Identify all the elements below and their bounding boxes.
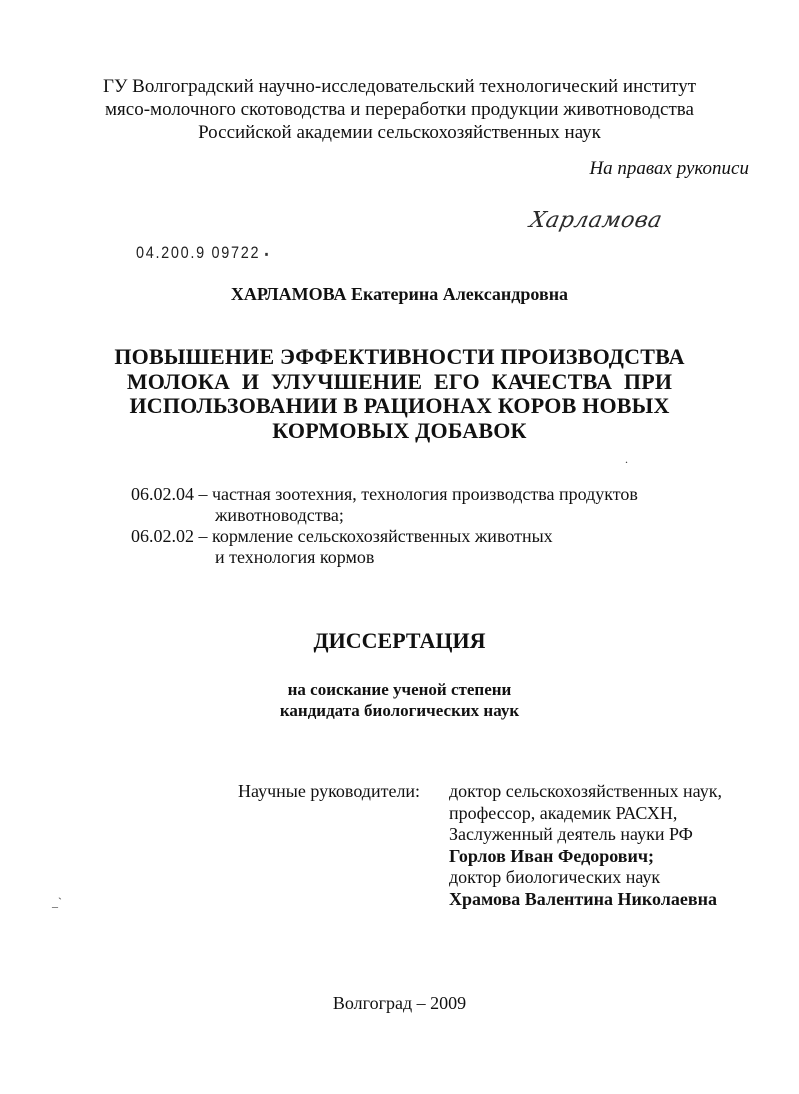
title-line-1: ПОВЫШЕНИЕ ЭФФЕКТИВНОСТИ ПРОИЗВОДСТВА bbox=[114, 344, 685, 369]
title-line-2: МОЛОКА И УЛУЧШЕНИЕ ЕГО КАЧЕСТВА ПРИ bbox=[126, 368, 673, 394]
supervisor-line-1: доктор сельскохозяйственных наук, bbox=[449, 781, 722, 801]
archive-stamp-number: 04.200.9 09722 bbox=[136, 243, 261, 262]
institute-line-1: ГУ Волгоградский научно-исследовательский технологический институт bbox=[102, 76, 697, 97]
city-year: Волгоград – 2009 bbox=[332, 993, 467, 1013]
specialty-2-first-line bbox=[131, 526, 553, 547]
author-signature: Харламова bbox=[527, 208, 665, 233]
document-type: ДИССЕРТАЦИЯ bbox=[313, 628, 486, 653]
supervisor-name-2: Храмова Валентина Николаевна bbox=[449, 888, 717, 909]
rights-note: На правах рукописи bbox=[589, 158, 749, 179]
supervisors-list bbox=[449, 781, 722, 911]
institute-header bbox=[0, 75, 799, 144]
degree-line-1: на соискание ученой степени bbox=[287, 680, 512, 699]
supervisor-name-1: Горлов Иван Федорович; bbox=[449, 845, 655, 866]
supervisor-line-2: профессор, академик РАСХН, bbox=[449, 802, 678, 823]
institute-line-3: Российской академии сельскохозяйственных наук bbox=[198, 122, 601, 143]
supervisor-line-3: Заслуженный деятель науки РФ bbox=[449, 824, 693, 845]
specialty-1-text: частная зоотехния, технология производства продуктов bbox=[212, 484, 638, 504]
scan-artifact-mark: _` bbox=[52, 895, 62, 909]
dissertation-title bbox=[0, 345, 799, 443]
specialty-1-first-line bbox=[131, 484, 638, 505]
institute-line-2: мясо-молочного скотоводства и переработки продукции животноводства bbox=[105, 99, 694, 120]
degree-line-2: кандидата биологических наук bbox=[279, 701, 520, 720]
archive-stamp bbox=[136, 243, 270, 263]
specialty-1-code: 06.02.04 – bbox=[131, 484, 208, 504]
supervisors-label: Научные руководители: bbox=[238, 781, 421, 801]
title-line-3: ИСПОЛЬЗОВАНИИ В РАЦИОНАХ КОРОВ НОВЫХ bbox=[129, 393, 670, 418]
specialty-1-continuation: животноводства; bbox=[215, 505, 344, 525]
author-name: ХАРЛАМОВА Екатерина Александровна bbox=[230, 284, 569, 304]
stamp-mark: ▪ bbox=[260, 247, 271, 261]
specialty-2-code: 06.02.02 – bbox=[131, 526, 208, 546]
specialty-2-text: кормление сельскохозяйственных животных bbox=[212, 526, 553, 546]
degree-statement bbox=[0, 679, 799, 721]
scan-artifact-dot: . bbox=[625, 452, 628, 466]
supervisor-line-5: доктор биологических наук bbox=[449, 867, 661, 888]
specialty-2-continuation: и технология кормов bbox=[215, 547, 375, 567]
title-line-4: КОРМОВЫХ ДОБАВОК bbox=[272, 417, 527, 443]
